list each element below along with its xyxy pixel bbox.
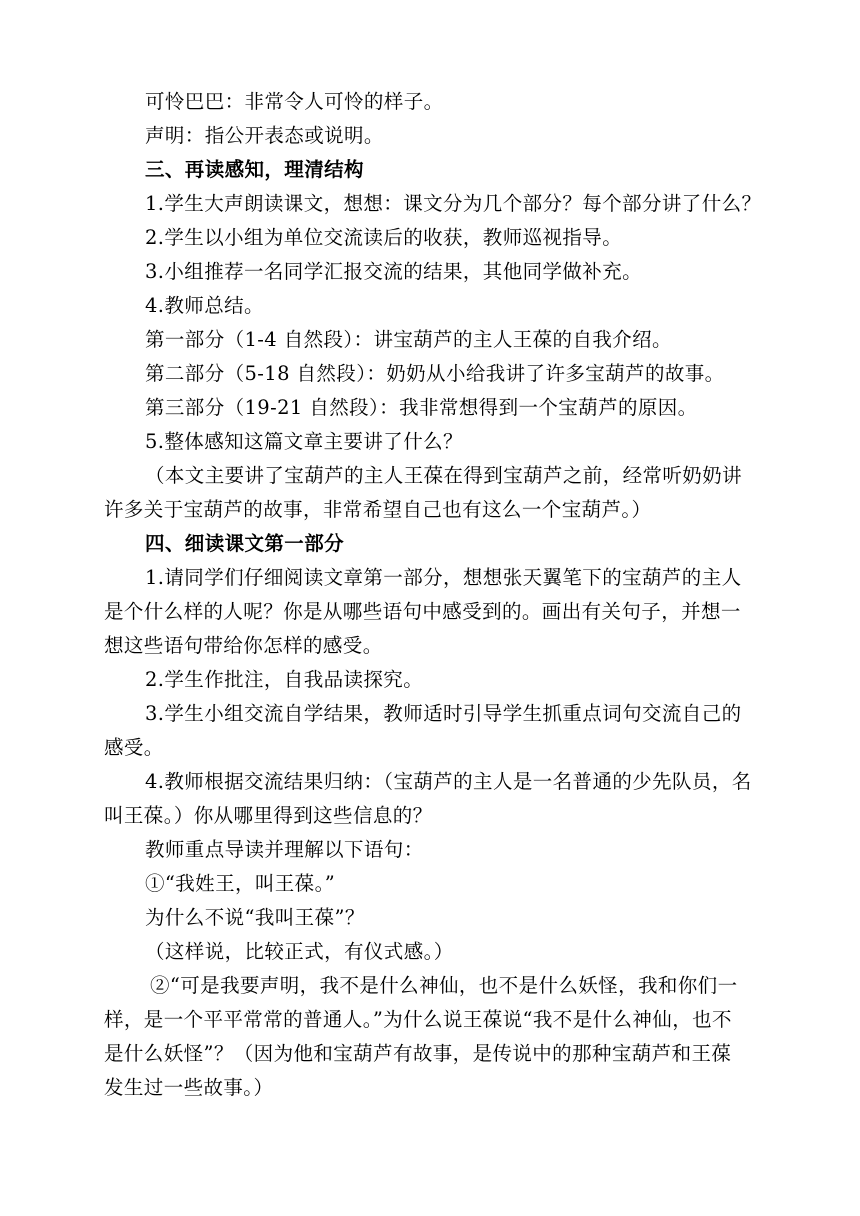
text-line: 1.请同学们仔细阅读文章第一部分，想想张天翼笔下的宝葫芦的主人 (145, 566, 742, 589)
text-line: ②“可是我要声明，我不是什么神仙，也不是什么妖怪，我和你们一 (150, 974, 738, 997)
text-line: 为什么不说“我叫王葆”？ (145, 906, 365, 929)
text-line: 可怜巴巴：非常令人可怜的样子。 (145, 90, 444, 113)
section-heading: 三、再读感知，理清结构 (145, 158, 364, 181)
text-line: （这样说，比较正式，有仪式感。） (145, 940, 454, 963)
text-line: 第三部分（19-21 自然段）：我非常想得到一个宝葫芦的原因。 (145, 396, 698, 419)
text-line: 4.教师根据交流结果归纳：（宝葫芦的主人是一名普通的少先队员，名 (145, 770, 752, 793)
text-line: 是个什么样的人呢？你是从哪些语句中感受到的。画出有关句子，并想一 (104, 600, 741, 623)
text-line: 第一部分（1-4 自然段）：讲宝葫芦的主人王葆的自我介绍。 (145, 328, 672, 351)
text-line: 2.学生作批注，自我品读探究。 (145, 668, 424, 691)
text-line: 许多关于宝葫芦的故事，非常希望自己也有这么一个宝葫芦。） (104, 498, 652, 521)
text-line: 2.学生以小组为单位交流读后的收获，教师巡视指导。 (145, 226, 623, 249)
text-line: 第二部分（5-18 自然段）：奶奶从小给我讲了许多宝葫芦的故事。 (145, 362, 725, 385)
text-line: ①“我姓王，叫王葆。” (145, 872, 336, 895)
text-line: 1.学生大声朗读课文，想想：课文分为几个部分？每个部分讲了什么？ (145, 192, 762, 215)
text-line: 3.学生小组交流自学结果，教师适时引导学生抓重点词句交流自己的 (145, 702, 742, 725)
text-line: 4.教师总结。 (145, 294, 264, 317)
section-heading: 四、细读课文第一部分 (145, 532, 345, 555)
text-line: 教师重点导读并理解以下语句： (145, 838, 424, 861)
text-line: 想这些语句带给你怎样的感受。 (104, 634, 383, 657)
text-line: 发生过一些故事。） (104, 1076, 274, 1099)
text-line: 声明：指公开表态或说明。 (145, 124, 384, 147)
text-line: 是什么妖怪”？（因为他和宝葫芦有故事，是传说中的那种宝葫芦和王葆 (104, 1042, 732, 1065)
text-line: 样，是一个平平常常的普通人。”为什么说王葆说“我不是什么神仙，也不 (104, 1008, 732, 1031)
text-line: （本文主要讲了宝葫芦的主人王葆在得到宝葫芦之前，经常听奶奶讲 (145, 464, 743, 487)
text-line: 感受。 (104, 736, 164, 759)
text-line: 5.整体感知这篇文章主要讲了什么？ (145, 430, 463, 453)
text-line: 叫王葆。）你从哪里得到这些信息的？ (104, 804, 433, 827)
text-line: 3.小组推荐一名同学汇报交流的结果，其他同学做补充。 (145, 260, 643, 283)
